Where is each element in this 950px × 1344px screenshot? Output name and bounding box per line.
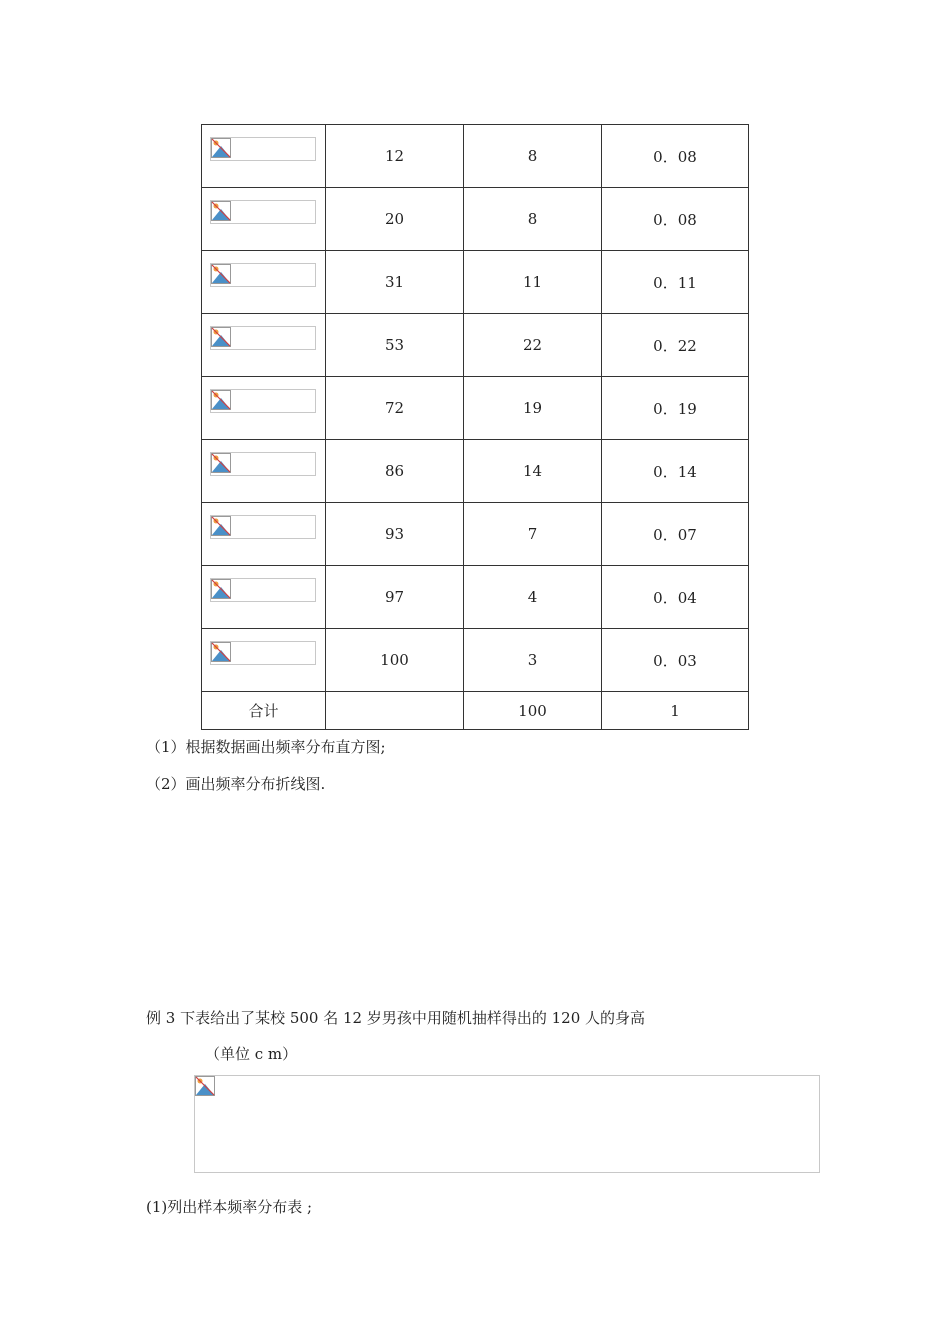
table-row — [202, 251, 749, 314]
image-placeholder — [210, 137, 316, 161]
total-frequency-cell: 100 — [464, 692, 602, 730]
example-3-text: 例 3 下表给出了某校 500 名 12 岁男孩中用随机抽样得出的 120 人的身高 — [146, 1009, 646, 1027]
group-cell — [202, 377, 326, 440]
frequency-cell: 4 — [464, 566, 602, 629]
cumulative-cell: 20 — [326, 188, 464, 251]
frequency-cell: 8 — [464, 188, 602, 251]
relative-frequency-cell: 0．04 — [602, 566, 749, 629]
frequency-cell: 22 — [464, 314, 602, 377]
broken-image-icon — [211, 390, 231, 410]
frequency-cell: 14 — [464, 440, 602, 503]
total-label: 合计 — [202, 692, 326, 730]
broken-image-icon — [211, 201, 231, 221]
relative-frequency-cell: 0．14 — [602, 440, 749, 503]
relative-frequency-cell: 0．08 — [602, 125, 749, 188]
frequency-cell: 19 — [464, 377, 602, 440]
image-placeholder — [210, 515, 316, 539]
cumulative-cell: 31 — [326, 251, 464, 314]
frequency-cell: 3 — [464, 629, 602, 692]
question-2: （2）画出频率分布折线图. — [146, 775, 326, 793]
image-placeholder — [210, 452, 316, 476]
cumulative-cell: 97 — [326, 566, 464, 629]
broken-image-icon — [211, 264, 231, 284]
frequency-cell: 11 — [464, 251, 602, 314]
relative-frequency-cell: 0．03 — [602, 629, 749, 692]
total-relative-frequency-cell: 1 — [602, 692, 749, 730]
group-cell — [202, 251, 326, 314]
broken-image-icon — [211, 642, 231, 662]
broken-image-icon — [195, 1076, 215, 1096]
table-row — [202, 440, 749, 503]
table-row — [202, 125, 749, 188]
group-cell — [202, 314, 326, 377]
frequency-cell: 7 — [464, 503, 602, 566]
image-placeholder — [210, 578, 316, 602]
relative-frequency-cell: 0．22 — [602, 314, 749, 377]
group-cell — [202, 566, 326, 629]
broken-image-icon — [211, 579, 231, 599]
group-cell — [202, 125, 326, 188]
cumulative-cell: 93 — [326, 503, 464, 566]
relative-frequency-cell: 0．08 — [602, 188, 749, 251]
frequency-cell: 8 — [464, 125, 602, 188]
cumulative-cell: 53 — [326, 314, 464, 377]
cumulative-cell: 100 — [326, 629, 464, 692]
broken-image-icon — [211, 453, 231, 473]
unit-label: （单位 c m） — [205, 1045, 298, 1063]
broken-image-icon — [211, 138, 231, 158]
relative-frequency-cell: 0．11 — [602, 251, 749, 314]
broken-image-icon — [211, 516, 231, 536]
table-row — [202, 314, 749, 377]
relative-frequency-cell: 0．19 — [602, 377, 749, 440]
cumulative-cell: 86 — [326, 440, 464, 503]
image-placeholder — [194, 1075, 820, 1173]
cumulative-cell: 12 — [326, 125, 464, 188]
total-row — [202, 692, 749, 730]
cumulative-cell: 72 — [326, 377, 464, 440]
table-row — [202, 566, 749, 629]
group-cell — [202, 503, 326, 566]
group-cell — [202, 629, 326, 692]
question-1: （1）根据数据画出频率分布直方图; — [146, 738, 386, 756]
image-placeholder — [210, 200, 316, 224]
image-placeholder — [210, 263, 316, 287]
total-cumulative-cell — [326, 692, 464, 730]
example-3-question-1: (1)列出样本频率分布表 ; — [146, 1198, 313, 1216]
frequency-table — [201, 124, 749, 730]
table-row — [202, 503, 749, 566]
broken-image-icon — [211, 327, 231, 347]
table-row — [202, 377, 749, 440]
image-placeholder — [210, 641, 316, 665]
group-cell — [202, 440, 326, 503]
image-placeholder — [210, 389, 316, 413]
table-row — [202, 188, 749, 251]
relative-frequency-cell: 0．07 — [602, 503, 749, 566]
table-row — [202, 629, 749, 692]
image-placeholder — [210, 326, 316, 350]
group-cell — [202, 188, 326, 251]
